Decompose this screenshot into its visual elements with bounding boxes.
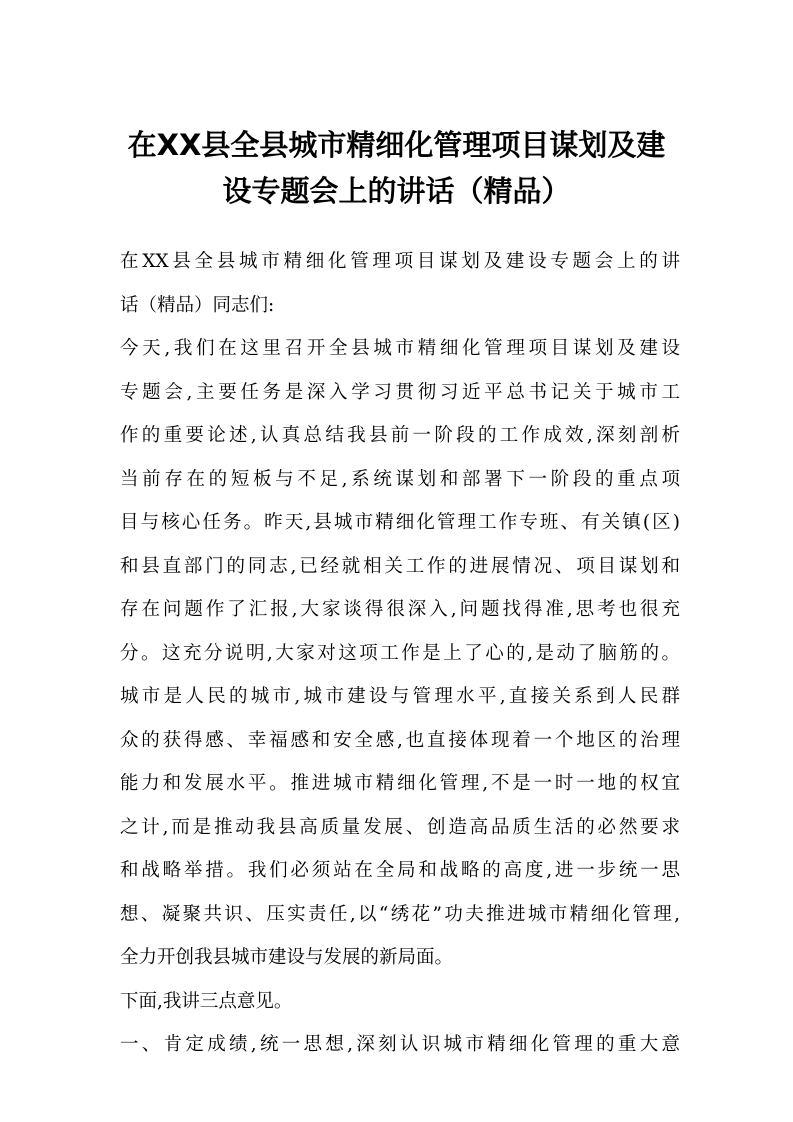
- body-line: 下面,我讲三点意见。: [120, 990, 293, 1012]
- body-line: 目与核心任务。昨天,县城市精细化管理工作专班、有关镇(区): [120, 512, 680, 533]
- body-line: 众的获得感、幸福感和安全感,也直接体现着一个地区的治理: [120, 729, 680, 751]
- body-line: 专题会,主要任务是深入学习贯彻习近平总书记关于城市工: [120, 381, 680, 403]
- title-line-1: 在XX县全县城市精细化管理项目谋划及建: [127, 128, 666, 162]
- body-line: 当前存在的短板与不足,系统谋划和部署下一阶段的重点项: [120, 468, 680, 490]
- body-line: 全力开创我县城市建设与发展的新局面。: [120, 947, 454, 968]
- body-line: 分。这充分说明,大家对这项工作是上了心的,是动了脑筋的。: [120, 642, 680, 664]
- body-line: 存在问题作了汇报,大家谈得很深入,问题找得准,思考也很充: [120, 599, 680, 620]
- body-line: 和战略举措。我们必须站在全局和战略的高度,进一步统一思: [120, 860, 680, 881]
- body-line: 今天,我们在这里召开全县城市精细化管理项目谋划及建设: [120, 338, 680, 359]
- body-line: 和县直部门的同志,已经就相关工作的进展情况、项目谋划和: [120, 555, 680, 577]
- document-body: [120, 240, 680, 1067]
- body-line: 一、肯定成绩,统一思想,深刻认识城市精细化管理的重大意: [120, 1034, 680, 1055]
- body-line: 在XX县全县城市精细化管理项目谋划及建设专题会上的讲: [120, 251, 680, 272]
- body-line: 想、凝聚共识、压实责任,以“绣花”功夫推进城市精细化管理,: [120, 903, 680, 925]
- body-line: 能力和发展水平。推进城市精细化管理,不是一时一地的权宜: [120, 773, 680, 794]
- body-line: 作的重要论述,认真总结我县前一阶段的工作成效,深刻剖析: [120, 425, 680, 446]
- body-line: 话（精品）同志们:: [120, 294, 275, 316]
- title-line-2: 设专题会上的讲话（精品）: [222, 174, 571, 208]
- body-line: 之计,而是推动我县高质量发展、创造高品质生活的必然要求: [120, 816, 680, 838]
- body-line: 城市是人民的城市,城市建设与管理水平,直接关系到人民群: [120, 686, 680, 707]
